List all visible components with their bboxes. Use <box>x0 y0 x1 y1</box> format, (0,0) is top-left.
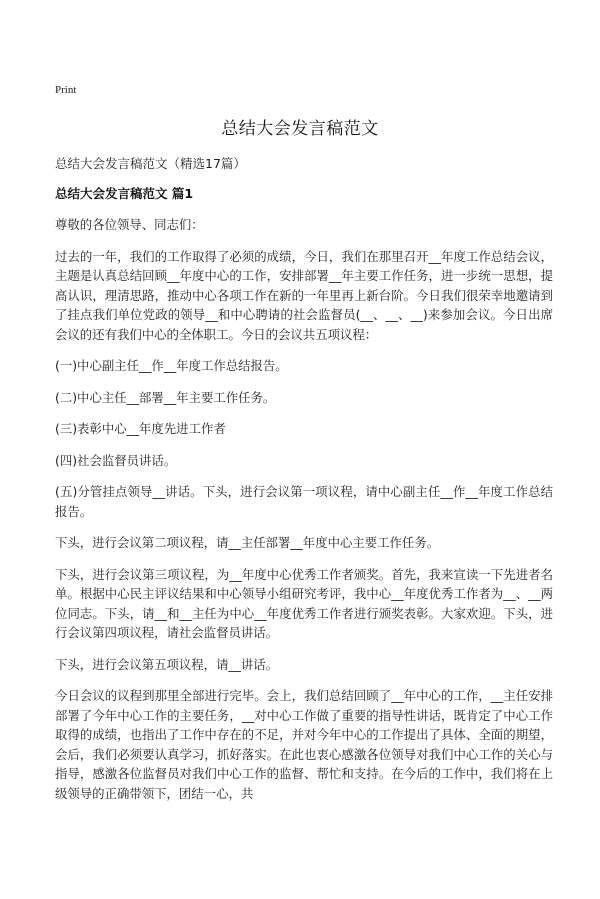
agenda-item-4: (四)社会监督员讲话。 <box>55 452 177 468</box>
document-title: 总结大会发言稿范文 <box>221 119 379 139</box>
paragraph-fifth-item: 下头，进行会议第五项议程，请__讲话。 <box>55 656 279 672</box>
paragraph-greeting: 尊敬的各位领导、同志们： <box>55 217 204 232</box>
agenda-item-3: (三)表彰中心__年度先进工作者 <box>55 421 226 436</box>
agenda-item-5: (五)分管挂点领导__讲话。下头，进行会议第一项议程，请中心副主任__作__年度工作总结报告。 <box>55 484 553 519</box>
paragraph-second-item: 下头，进行会议第二项议程，请__主任部署__年度中心主要工作任务。 <box>55 535 440 550</box>
print-label: Print <box>55 84 77 96</box>
paragraph-closing: 今日会议的议程到那里全部进行完毕。会上，我们总结回顾了__年中心的工作，__主任安排部署了今年中心工作的主要任务，__对中心工作做了重要的指导性讲话，既肯定了中心工作取得的成绩，也指出了工作中存在的不足，并对今年中心的工作提出了具体、全面的期望，会后，我们必须要认真学习，抓好落实。在此也衷心感激各位领导对我们中心工作的关心与指导，感激各位监督员对我们中心工作的监督、帮忙和支持。在今后的工作中，我们将在上级领导的正确带领下，团结一心，共 <box>55 688 553 801</box>
agenda-item-2: (二)中心主任__部署__年主要工作任务。 <box>55 389 276 405</box>
document-body <box>55 215 553 815</box>
paragraph-third-item: 下头，进行会议第三项议程，为__年度中心优秀工作者颁奖。首先，我来宣读一下先进者名单。根据中心民主评议结果和中心领导小组研究考评，我中心__年度优秀工作者为__、__两位同志。下头，请__和__主任为中心__年度优秀工作者进行颁奖表彰。大家欢迎。下头，进行会议第四项议程，请社会监督员讲话。 <box>55 566 553 640</box>
section-heading: 总结大会发言稿范文 篇1 <box>55 186 194 201</box>
document-subtitle: 总结大会发言稿范文（精选17篇） <box>55 156 246 171</box>
paragraph-intro: 过去的一年，我们的工作取得了必须的成绩，今日，我们在那里召开__年度工作总结会议，主题是认真总结回顾__年度中心的工作，安排部署__年主要工作任务，进一步统一思想，提高认识，理清思路，推动中心各项工作在新的一年里再上新台阶。今日我们很荣幸地邀请到了挂点我们单位党政的领导__和中心聘请的社会监督员(__、__、__)来参加会议。今日出席会议的还有我们中心的全体职工。今日的会议共五项议程： <box>55 248 553 342</box>
agenda-item-1: (一)中心副主任__作__年度工作总结报告。 <box>55 358 288 373</box>
